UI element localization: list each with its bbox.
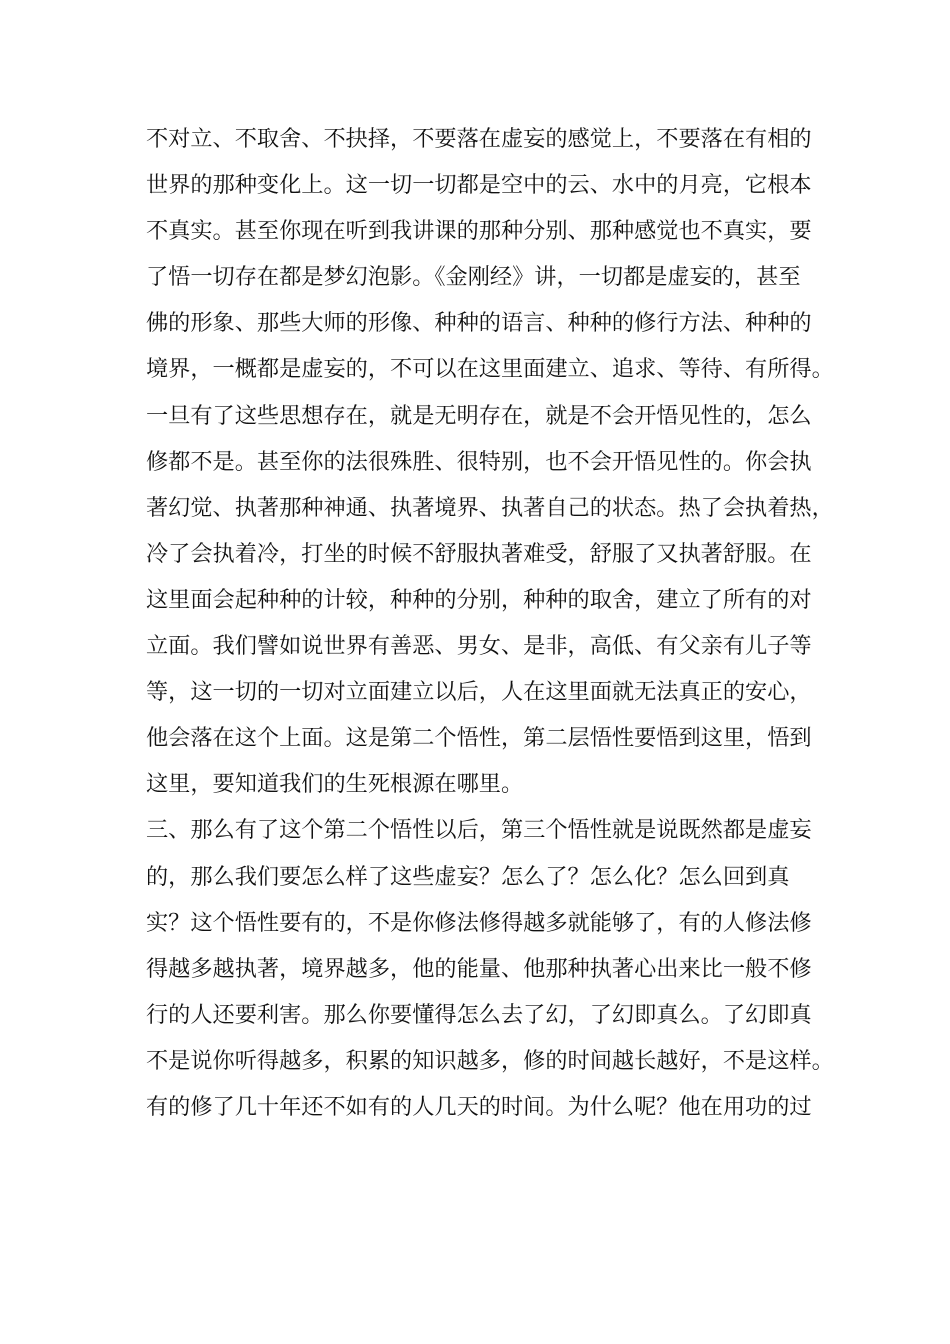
text-line: 了悟一切存在都是梦幻泡影。《金刚经》讲，一切都是虚妄的，甚至 — [146, 264, 801, 291]
text-line: 不是说你听得越多，积累的知识越多，修的时间越长越好，不是这样。 — [146, 1047, 834, 1074]
text-line: 这里，要知道我们的生死根源在哪里。 — [146, 771, 524, 798]
text-line: 等，这一切的一切对立面建立以后，人在这里面就无法真正的安心， — [146, 679, 812, 706]
body-text — [146, 116, 834, 1130]
text-line: 著幻觉、执著那种神通、执著境界、执著自己的状态。热了会执着热， — [146, 494, 834, 521]
text-line: 得越多越执著，境界越多，他的能量、他那种执著心出来比一般不修 — [146, 955, 812, 982]
text-line: 冷了会执着冷，打坐的时候不舒服执著难受，舒服了又执著舒服。在 — [146, 540, 812, 567]
text-line: 世界的那种变化上。这一切一切都是空中的云、水中的月亮，它根本 — [146, 172, 812, 199]
text-line: 他会落在这个上面。这是第二个悟性，第二层悟性要悟到这里，悟到 — [146, 725, 812, 752]
text-line: 境界，一概都是虚妄的，不可以在这里面建立、追求、等待、有所得。 — [146, 356, 834, 383]
text-line: 的，那么我们要怎么样了这些虚妄？怎么了？怎么化？怎么回到真 — [146, 863, 790, 890]
text-line: 立面。我们譬如说世界有善恶、男女、是非，高低、有父亲有儿子等 — [146, 633, 812, 660]
text-line: 这里面会起种种的计较，种种的分别，种种的取舍，建立了所有的对 — [146, 586, 812, 613]
text-line: 佛的形象、那些大师的形像、种种的语言、种种的修行方法、种种的 — [146, 310, 812, 337]
text-line: 不真实。甚至你现在听到我讲课的那种分别、那种感觉也不真实，要 — [146, 218, 812, 245]
text-line: 一旦有了这些思想存在，就是无明存在，就是不会开悟见性的，怎么 — [146, 402, 812, 429]
text-line: 实？这个悟性要有的，不是你修法修得越多就能够了，有的人修法修 — [146, 909, 812, 936]
text-line: 有的修了几十年还不如有的人几天的时间。为什么呢？他在用功的过 — [146, 1093, 812, 1120]
text-line: 不对立、不取舍、不抉择，不要落在虚妄的感觉上，不要落在有相的 — [146, 126, 812, 152]
text-line: 修都不是。甚至你的法很殊胜、很特别，也不会开悟见性的。你会执 — [146, 448, 812, 475]
text-line: 行的人还要利害。那么你要懂得怎么去了幻，了幻即真么。了幻即真 — [146, 1001, 812, 1028]
text-line: 三、那么有了这个第二个悟性以后，第三个悟性就是说既然都是虚妄 — [146, 817, 812, 844]
